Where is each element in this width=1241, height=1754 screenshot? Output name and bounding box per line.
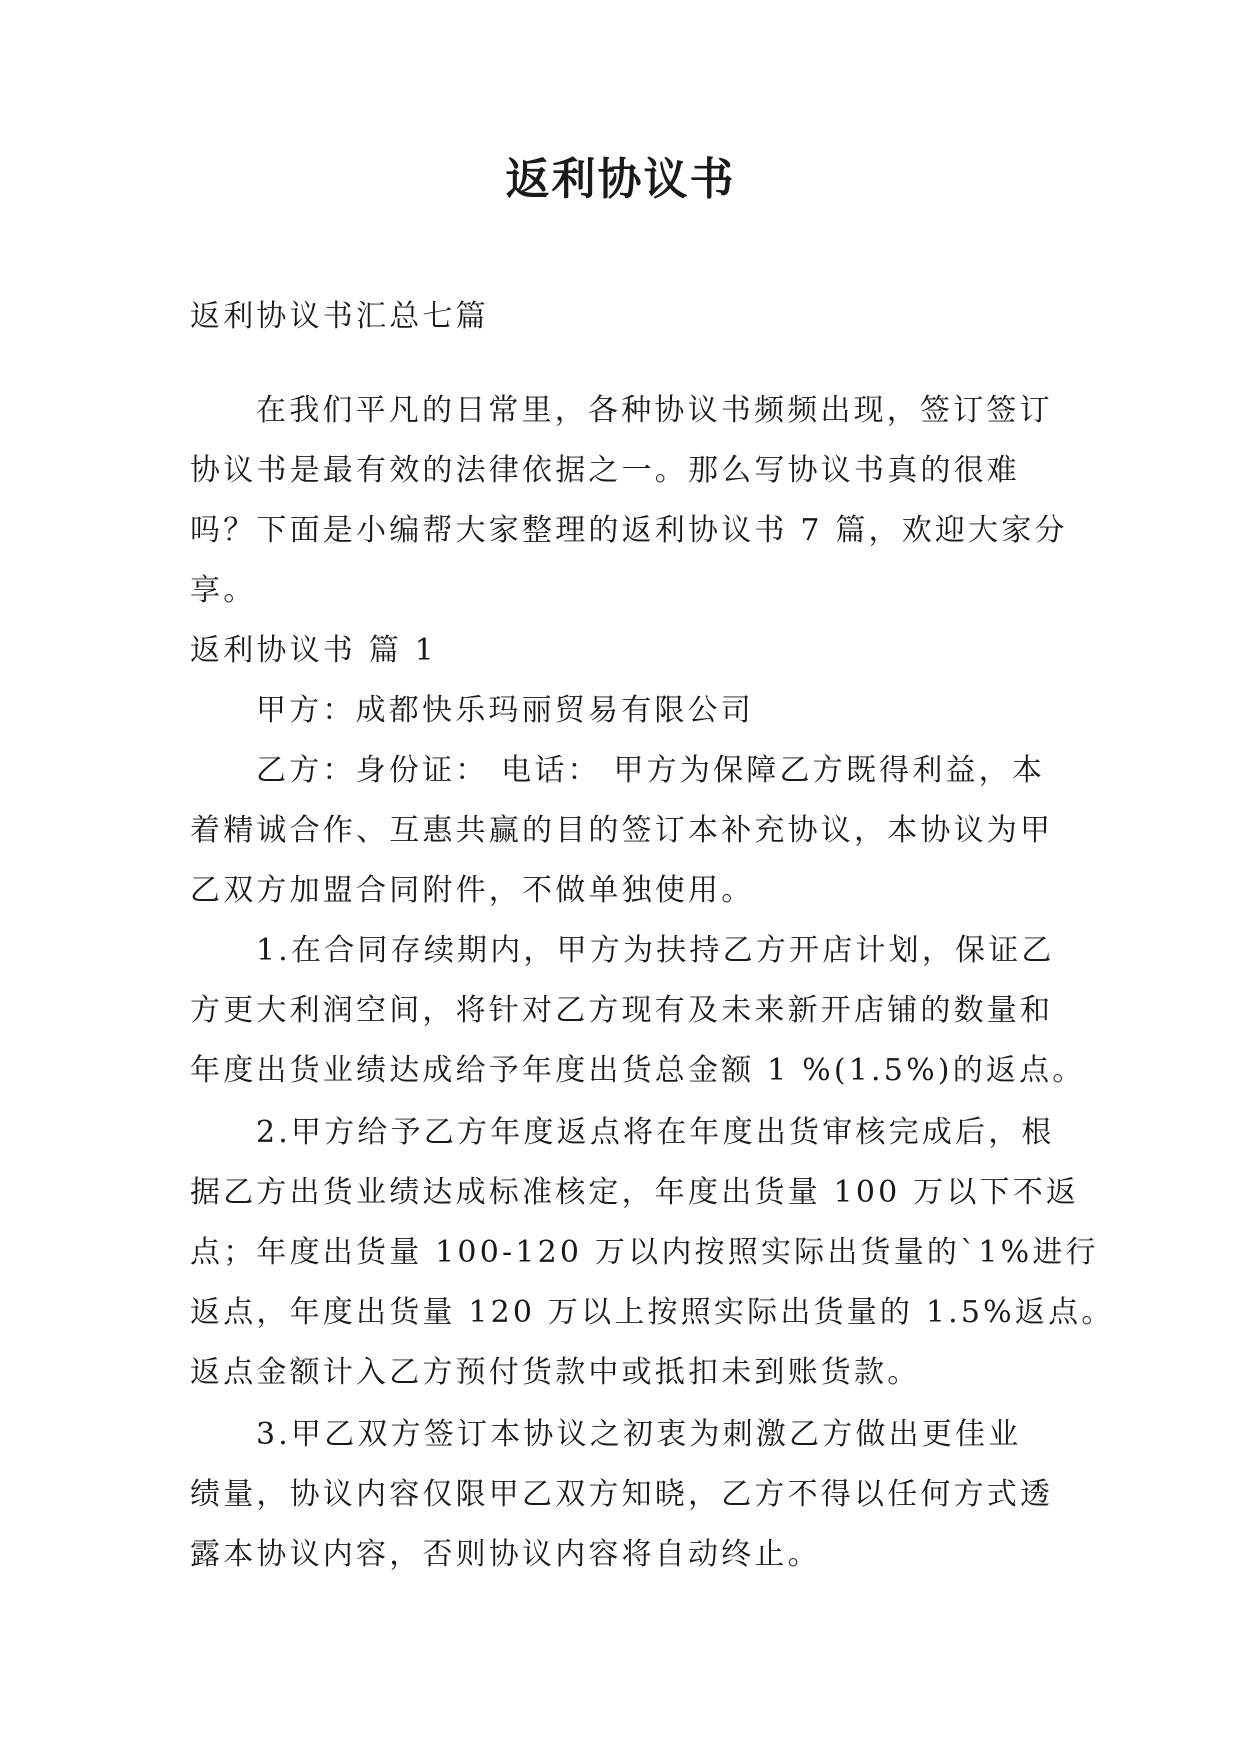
- clause-3-line-3: 露本协议内容，否则协议内容将自动终止。: [190, 1537, 821, 1572]
- intro-line-4: 享。: [190, 573, 257, 608]
- section-heading-1: 返利协议书 篇 1: [190, 633, 437, 668]
- clause-3-line-1: 3.甲乙双方签订本协议之初衷为刺激乙方做出更佳业: [256, 1417, 1022, 1452]
- party-a-line: 甲方：成都快乐玛丽贸易有限公司: [256, 693, 754, 728]
- document-title: 返利协议书: [505, 154, 736, 205]
- intro-line-1: 在我们平凡的日常里，各种协议书频频出现，签订签订: [256, 393, 1053, 428]
- clause-3-line-2: 绩量，协议内容仅限甲乙双方知晓，乙方不得以任何方式透: [190, 1477, 1054, 1512]
- party-b-line-2: 着精诚合作、互惠共赢的目的签订本补充协议，本协议为甲: [190, 813, 1054, 848]
- intro-line-2: 协议书是最有效的法律依据之一。那么写协议书真的很难: [190, 453, 1020, 488]
- clause-2-line-4: 返点，年度出货量 120 万以上按照实际出货量的 1.5%返点。: [190, 1295, 1115, 1330]
- clause-1-line-1: 1.在合同存续期内，甲方为扶持乙方开店计划，保证乙: [256, 933, 1055, 968]
- clause-1-line-3: 年度出货业绩达成给予年度出货总金额 1 %(1.5%)的返点。: [190, 1053, 1086, 1088]
- document-body: [190, 287, 1115, 1585]
- clause-1-line-2: 方更大利润空间，将针对乙方现有及未来新开店铺的数量和: [190, 993, 1054, 1028]
- clause-2-line-1: 2.甲方给予乙方年度返点将在年度出货审核完成后，根: [256, 1115, 1055, 1150]
- document-subtitle: 返利协议书汇总七篇: [190, 299, 489, 334]
- clause-2-line-2: 据乙方出货业绩达成标准核定，年度出货量 100 万以下不返: [190, 1175, 1080, 1210]
- party-b-line: 乙方：身份证： 电话： 甲方为保障乙方既得利益，本: [256, 753, 1046, 788]
- clause-2-line-5: 返点金额计入乙方预付货款中或抵扣未到账货款。: [190, 1355, 921, 1390]
- clause-2-line-3: 点；年度出货量 100-120 万以内按照实际出货量的`1%进行: [190, 1235, 1099, 1270]
- party-b-line-3: 乙双方加盟合同附件，不做单独使用。: [190, 873, 755, 908]
- intro-line-3: 吗？下面是小编帮大家整理的返利协议书 7 篇，欢迎大家分: [190, 513, 1068, 548]
